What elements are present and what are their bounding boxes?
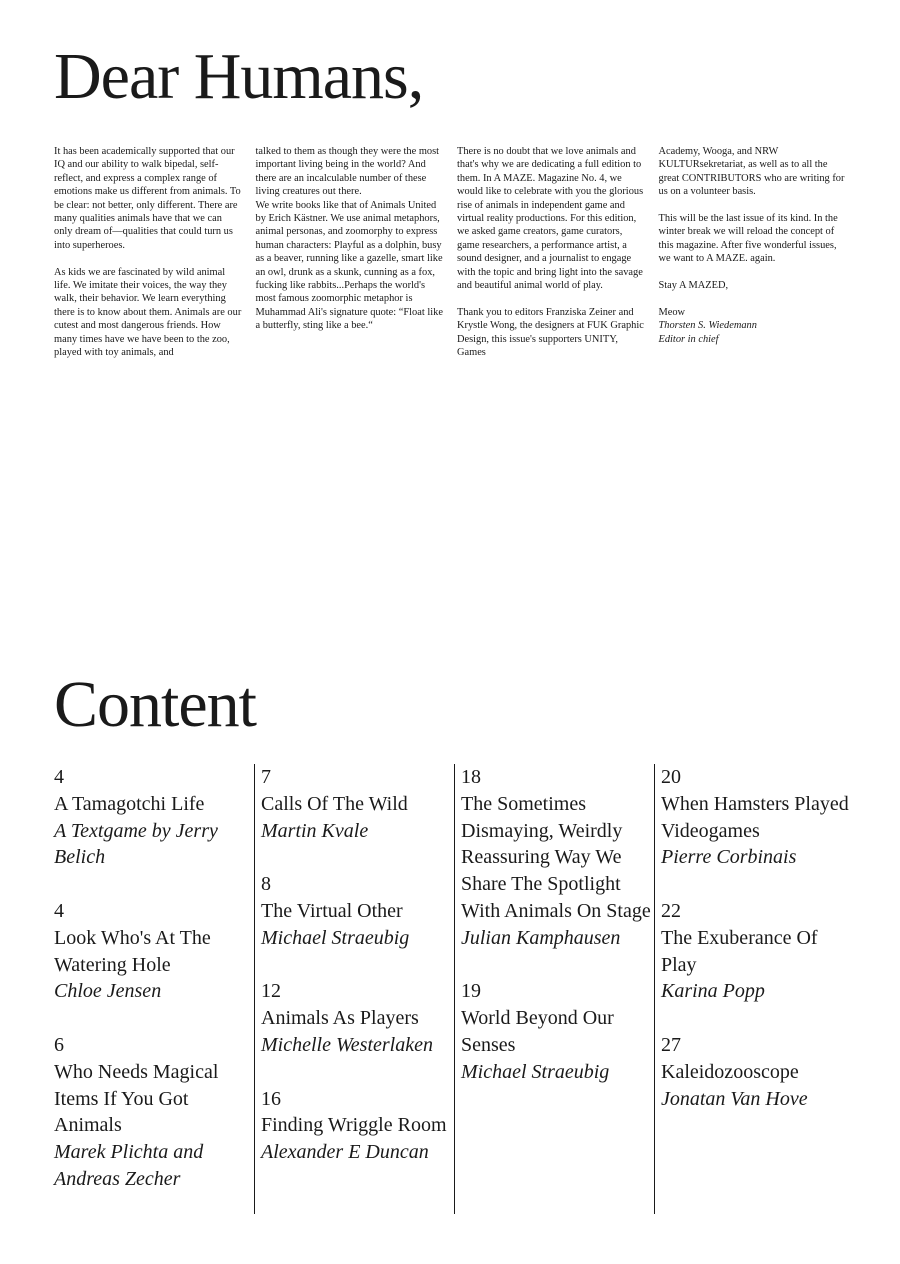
contents-entry[interactable] — [261, 978, 454, 1058]
letter-column-2 — [256, 145, 444, 373]
contents-entry[interactable] — [54, 1032, 254, 1193]
letter-signature-name: Thorsten S. Wiedemann — [658, 320, 757, 332]
letter-column-4 — [659, 145, 847, 373]
letter-paragraph: Academy, Wooga, and NRW KULTURsekretariat, as well as to all the great CONTRIBUTORS who are writing for us on a volunteer basis. — [658, 146, 845, 198]
contents-column-2 — [254, 764, 454, 1214]
entry-title: Kaleidozooscope — [661, 1060, 799, 1083]
contents-entry[interactable] — [661, 898, 854, 1005]
entry-author: Michael Straeubig — [461, 1060, 610, 1083]
entry-title: Animals As Players — [261, 1007, 419, 1030]
entry-page-number: 4 — [54, 899, 64, 922]
contents-entry[interactable] — [461, 978, 654, 1085]
contents-heading: Content — [54, 668, 256, 741]
entry-title: The Sometimes Dismaying, Weirdly Reassuring Way We Share The Spotlight With Animals On Stage — [461, 792, 651, 922]
entry-page-number: 7 — [261, 766, 271, 788]
entry-title: Who Needs Magical Items If You Got Animals — [54, 1060, 219, 1137]
letter-paragraph: There is no doubt that we love animals and that's why we are dedicating a full edition to them. In A MAZE. Magazine No. 4, we would like to celebrate with you the glorious rise of animals in independent game and virtual reality productions. For this edition, we asked game creators, game curators, game researchers, a performance artist, a sound designer, and a journalist to engage with the topic and bring light into the savage and beautiful animal world of play. — [457, 146, 644, 292]
entry-title: Finding Wriggle Room — [261, 1114, 447, 1137]
table-of-contents — [54, 764, 854, 1214]
entry-author: Chloe Jensen — [54, 980, 162, 1003]
entry-page-number: 27 — [661, 1033, 681, 1056]
entry-title: A Tamagotchi Life — [54, 792, 205, 815]
contents-entry[interactable] — [661, 764, 854, 871]
letter-column-1 — [54, 145, 242, 373]
entry-title: When Hamsters Played Videogames — [661, 792, 849, 842]
letter-paragraph: This will be the last issue of its kind. In the winter break we will reload the concept of this magazine. After five wonderful issues, we want to A MAZE. again. — [658, 213, 838, 265]
letter-heading: Dear Humans, — [54, 40, 424, 113]
entry-page-number: 18 — [461, 766, 481, 788]
entry-page-number: 19 — [461, 980, 481, 1003]
contents-entry[interactable] — [261, 1086, 454, 1166]
editorial-letter — [54, 145, 846, 373]
letter-column-3 — [457, 145, 645, 373]
contents-entry[interactable] — [261, 871, 454, 951]
entry-author: Michelle Westerlaken — [261, 1033, 433, 1056]
letter-paragraph: We write books like that of Animals United by Erich Kästner. We use animal metaphors, animal personas, and zoomorphy to express human characters: Playful as a dolphin, busy as a beaver, running like a gazelle, smart like an owl, drunk as a skunk, cunning as a fox, fucking like rabbits...Perhaps the world's most famous zoomorphic metaphor is Muhammad Ali's signature quote: “Float like a butterfly, sting like a bee.“ — [255, 199, 443, 332]
contents-column-4 — [654, 764, 854, 1214]
contents-entry[interactable] — [54, 764, 254, 871]
entry-author: Michael Straeubig — [261, 926, 410, 949]
letter-paragraph: talked to them as though they were the most important living being in the world? And there are an incalculable number of these living creatures out there. — [255, 146, 440, 198]
entry-title: Look Who's At The Watering Hole — [54, 926, 211, 976]
letter-paragraph: Thank you to editors Franziska Zeiner and Krystle Wong, the designers at FUK Graphic Design, this issue's supporters UNITY, Games — [457, 306, 644, 359]
letter-signature-role: Editor in chief — [658, 333, 719, 345]
entry-page-number: 20 — [661, 766, 681, 788]
entry-author: Marek Plichta and Andreas Zecher — [54, 1141, 204, 1190]
entry-author: Pierre Corbinais — [661, 846, 797, 869]
letter-signoff: Meow — [658, 306, 686, 318]
entry-title: The Exuberance Of Play — [661, 926, 818, 976]
entry-author: Martin Kvale — [261, 819, 369, 842]
entry-author: Karina Popp — [661, 980, 765, 1003]
contents-entry[interactable] — [661, 1032, 854, 1112]
contents-column-1 — [54, 764, 254, 1214]
contents-entry[interactable] — [461, 764, 654, 952]
entry-title: World Beyond Our Senses — [461, 1007, 614, 1056]
entry-title: Calls Of The Wild — [261, 792, 408, 815]
entry-page-number: 4 — [54, 766, 64, 788]
letter-paragraph: It has been academically supported that our IQ and our ability to walk bipedal, self-reflect, and express a complex range of emotions make us different from animals. To be clear: not better, only different. There are many qualities animals have that we can only dream of—qualities that could turn us into superheroes. — [54, 146, 241, 251]
entry-page-number: 16 — [261, 1087, 281, 1110]
entry-page-number: 22 — [661, 899, 681, 922]
letter-paragraph: Stay A MAZED, — [658, 280, 729, 292]
entry-page-number: 8 — [261, 873, 271, 896]
entry-page-number: 6 — [54, 1033, 64, 1056]
entry-page-number: 12 — [261, 980, 281, 1003]
contents-entry[interactable] — [261, 764, 454, 844]
letter-paragraph: As kids we are fascinated by wild animal life. We imitate their voices, the way they walk, their behavior. We learn everything there is to know about them. Animals are our cutest and most dangerous friends. How many times have we have been to the zoo, played with toy animals, and — [54, 266, 242, 359]
contents-entry[interactable] — [54, 898, 254, 1005]
entry-author: Jonatan Van Hove — [661, 1087, 808, 1110]
entry-title: The Virtual Other — [261, 899, 403, 922]
contents-column-3 — [454, 764, 654, 1214]
entry-author: A Textgame by Jerry Belich — [54, 819, 218, 869]
entry-author: Julian Kamphausen — [461, 926, 621, 949]
entry-author: Alexander E Duncan — [261, 1141, 429, 1164]
